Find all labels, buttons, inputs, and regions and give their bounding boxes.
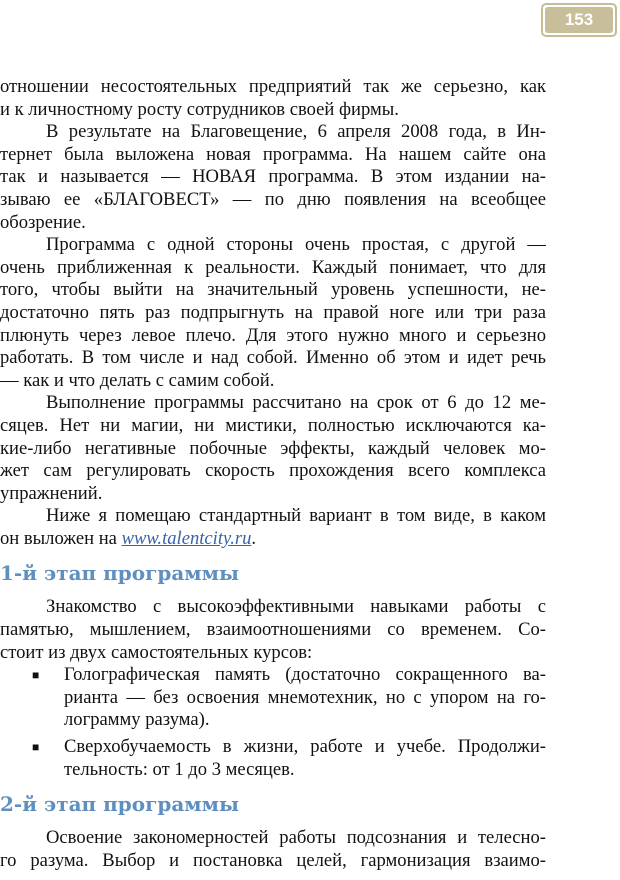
intro-text	[0, 76, 546, 528]
bullet-line	[0, 759, 546, 782]
bullet-text: Голографическая память (достаточно сокращенного ва-	[64, 664, 546, 686]
bullet-line	[0, 687, 546, 710]
text-line: Программа с одной стороны очень простая, с другой —	[46, 234, 546, 256]
page-number-badge	[541, 3, 617, 37]
section-2-text	[0, 827, 546, 872]
text-line: Знакомство с высокоэффективными навыками работы с	[46, 596, 546, 618]
bullet-text: рианта — без освоения мнемотехник, но с упором на го-	[64, 686, 546, 708]
text-line: и к личностному росту сотрудников своей фирмы.	[0, 98, 399, 120]
text-line: так и называется — НОВАЯ программа. В этом издании на-	[0, 166, 546, 188]
bullet-line	[0, 664, 546, 687]
text-line: обозрение.	[0, 211, 86, 233]
text-line: го разума. Выбор и постановка целей, гармонизация взаимо-	[0, 849, 546, 871]
text-line: отношении несостоятельных предприятий так же серьезно, как	[0, 76, 546, 97]
link-suffix: .	[251, 527, 257, 549]
text-line: Выполнение программы рассчитано на срок от 6 до 12 ме-	[46, 392, 546, 414]
section-2-heading: 2-й этап программы	[0, 792, 240, 817]
text-line: стоит из двух самостоятельных курсов:	[0, 641, 313, 663]
section-1-bullets	[0, 664, 546, 781]
bullet-line	[0, 709, 546, 732]
text-line: В результате на Благовещение, 6 апреля 2008 года, в Ин-	[46, 121, 546, 143]
text-line: плюнуть через левое плечо. Для этого нужно много и серьезно	[0, 324, 546, 346]
section-1-heading: 1-й этап программы	[0, 561, 240, 586]
bullet-square-icon: ■	[32, 668, 40, 683]
site-link[interactable]: www.talentcity.ru	[121, 527, 252, 549]
text-line: сяцев. Нет ни магии, ни мистики, полностью исключаются ка-	[0, 414, 546, 436]
bullet-item	[0, 736, 546, 781]
text-line: Освоение закономерностей работы подсознания и телесно-	[46, 827, 546, 849]
text-line: — как и что делать с самим собой.	[0, 369, 275, 391]
bullet-text: тельность: от 1 до 3 месяцев.	[64, 758, 295, 780]
text-line: зываю ее «БЛАГОВЕСТ» — по дню появления на всеобщее	[0, 188, 546, 210]
page-body	[0, 76, 546, 872]
text-line: кие-либо негативные побочные эффекты, каждый человек мо-	[0, 437, 546, 459]
link-paragraph-line	[0, 528, 546, 551]
section-1-text	[0, 596, 546, 664]
bullet-line	[0, 736, 546, 759]
text-line: очень приближенная к реальности. Каждый понимает, что для	[0, 256, 546, 278]
bullet-text: Сверхобучаемость в жизни, работе и учебе. Продолжи-	[64, 736, 546, 758]
link-prefix: он выложен на	[0, 527, 122, 549]
bullet-square-icon: ■	[32, 740, 40, 755]
text-line: жет сам регулировать скорость прохождения всего комплекса	[0, 460, 546, 482]
bullet-item	[0, 664, 546, 732]
page-number: 153	[545, 7, 613, 33]
text-line: работать. В том числе и над собой. Именно об этом и идет речь	[0, 347, 546, 369]
text-line: того, чтобы выйти на значительный уровень успешности, не-	[0, 279, 546, 301]
text-line: тернет была выложена новая программа. На нашем сайте она	[0, 143, 546, 165]
text-line: памятью, мышлением, взаимоотношениями со временем. Со-	[0, 619, 546, 641]
bullet-text: лограмму разума).	[64, 709, 210, 731]
text-line: достаточно пять раз подпрыгнуть на правой ноге или три раза	[0, 301, 546, 323]
text-line: упражнений.	[0, 482, 103, 504]
text-line: Ниже я помещаю стандартный вариант в том виде, в каком	[46, 505, 546, 527]
